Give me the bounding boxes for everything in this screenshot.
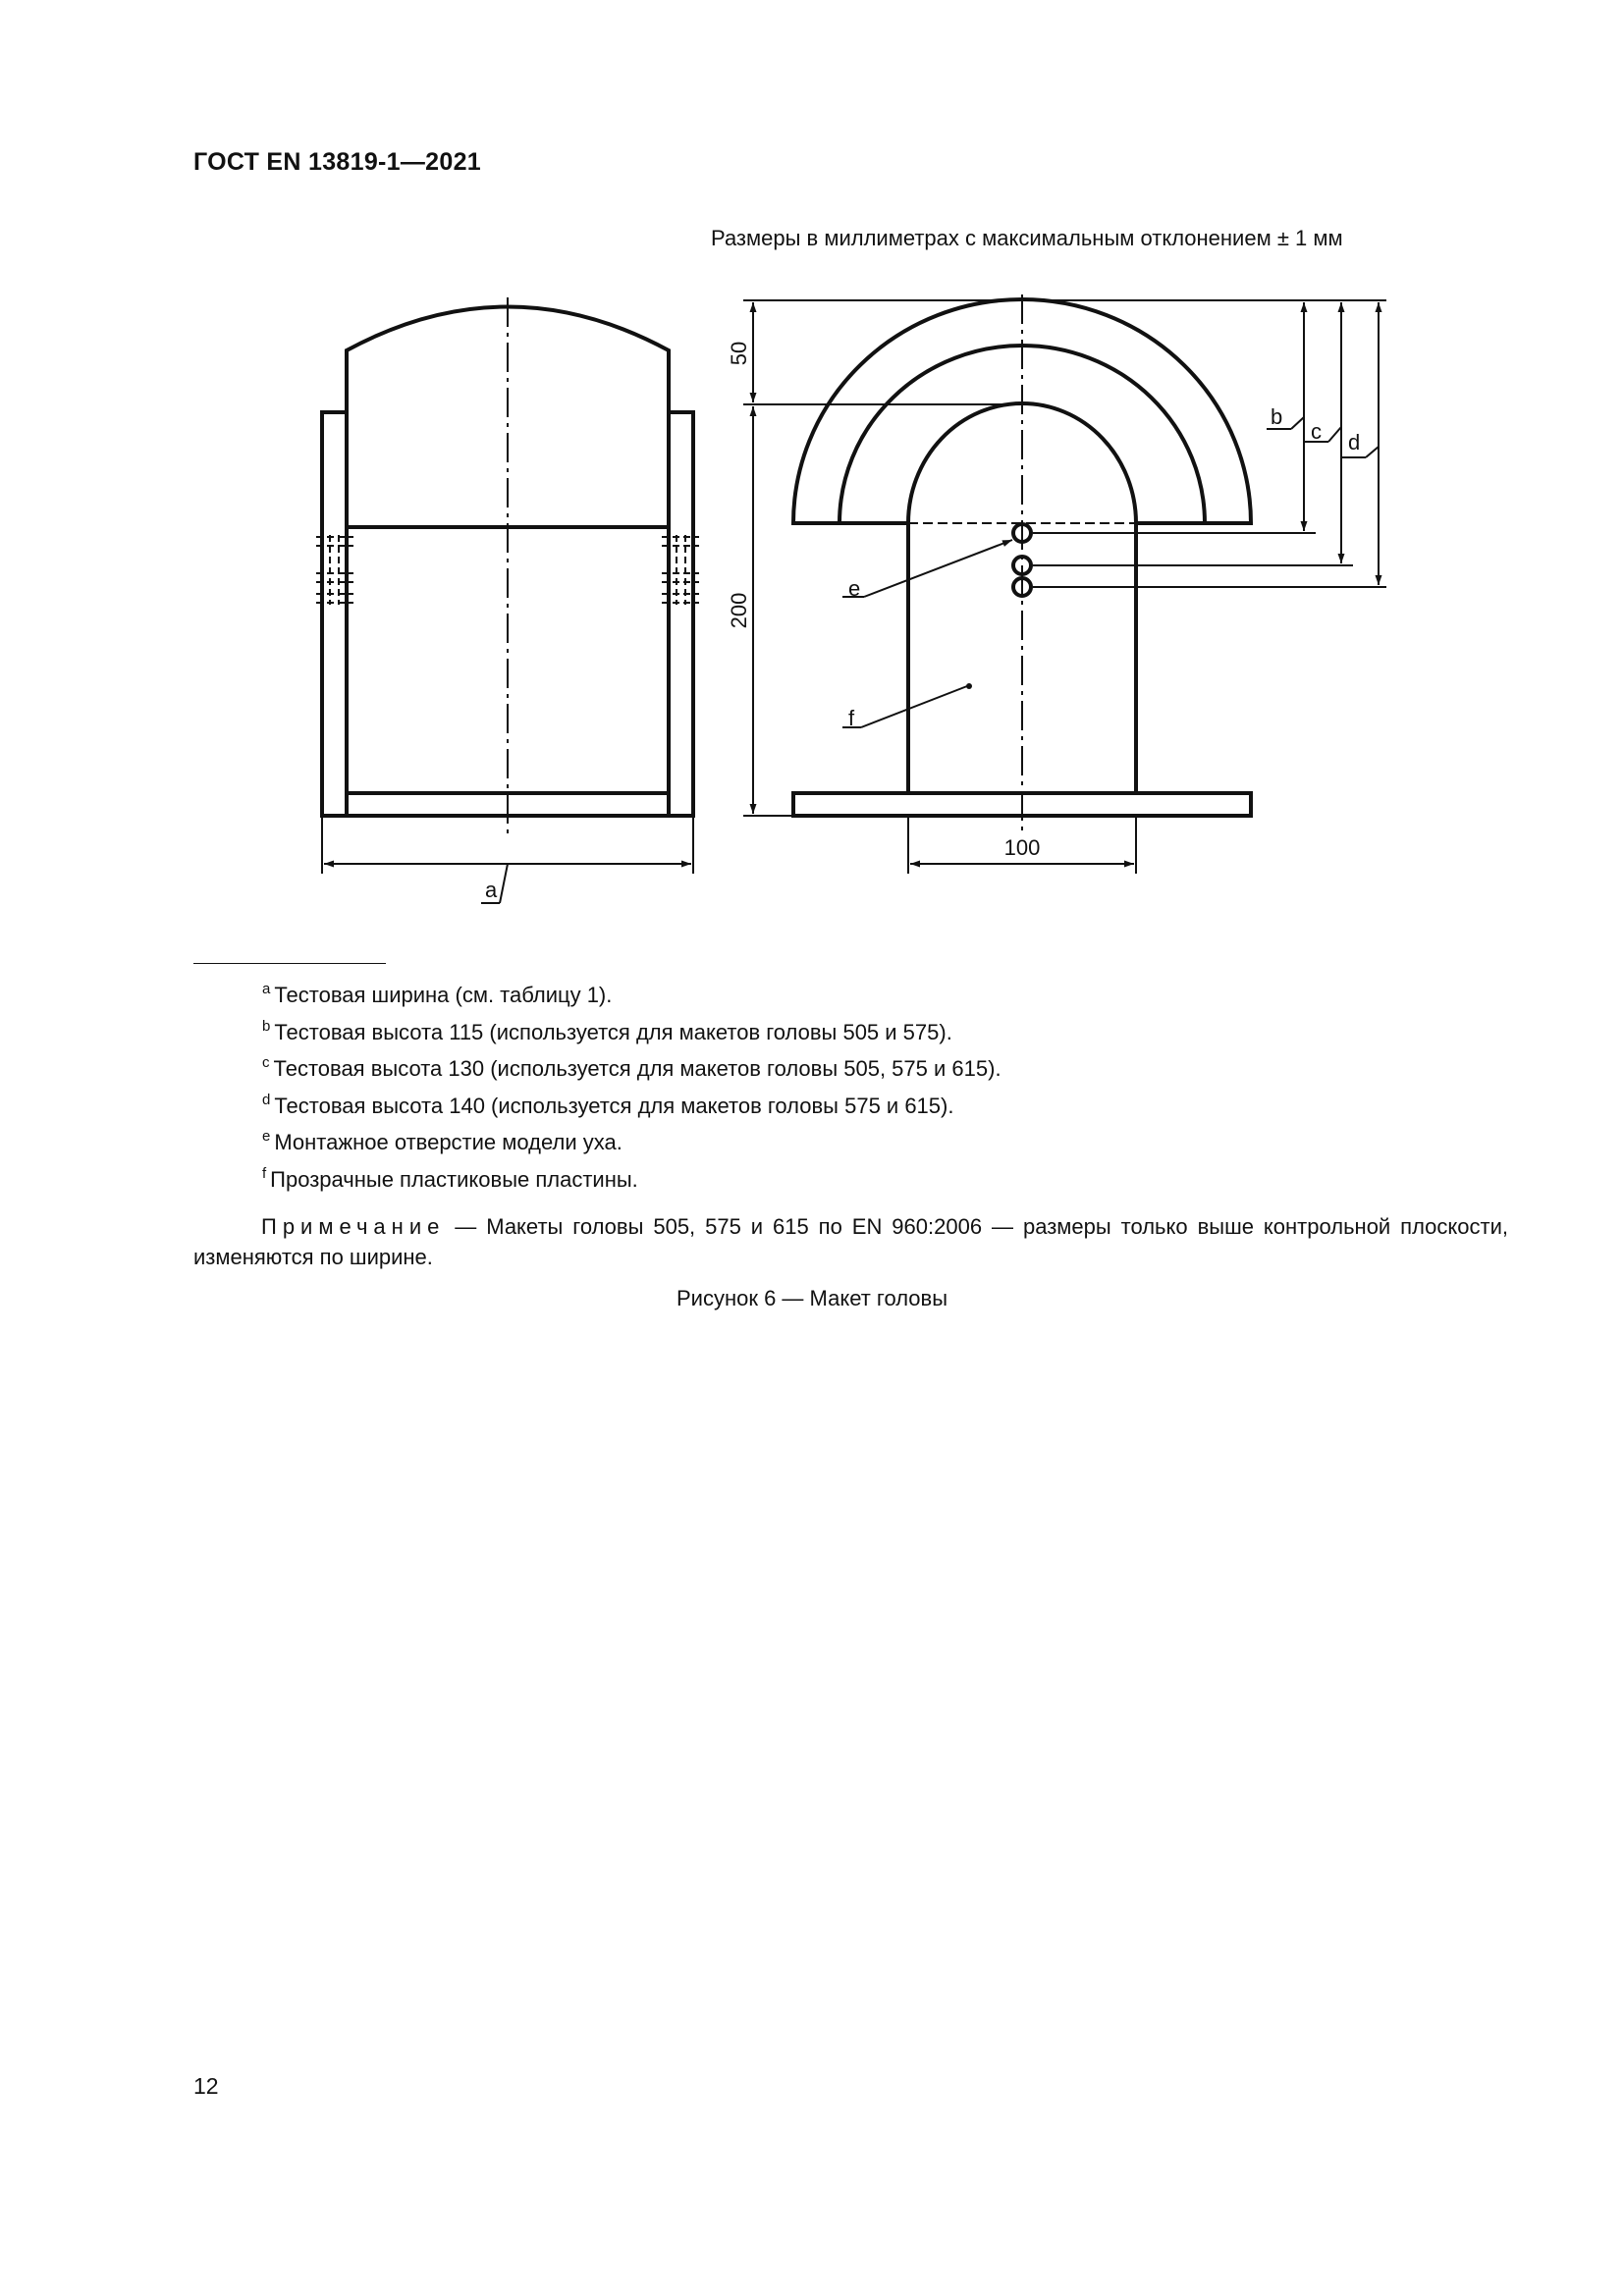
footnote-text: Монтажное отверстие модели уха. <box>274 1130 623 1154</box>
label-e: e <box>848 576 861 601</box>
footnote-mark: b <box>262 1017 271 1035</box>
head-form-drawing <box>0 0 1624 962</box>
footnote-mark: e <box>262 1128 271 1145</box>
leaders <box>842 540 1012 727</box>
note-text: — Макеты головы 505, 575 и 615 по EN 960:2006 — размеры только выше контрольной плоскости, изменяются по ширине. <box>193 1214 1508 1269</box>
leader-f-dot <box>966 683 972 689</box>
footnote-e <box>262 1122 1001 1159</box>
footnote-text: Тестовая высота 140 (используется для макетов головы 575 и 615). <box>274 1093 954 1118</box>
footnote-text: Прозрачные пластиковые пластины. <box>270 1166 638 1192</box>
label-100: 100 <box>1003 835 1041 860</box>
footnote-a <box>262 975 1001 1012</box>
note-label: Примечание <box>261 1214 446 1239</box>
note-paragraph <box>193 1211 1508 1272</box>
document-header: ГОСТ EN 13819-1—2021 <box>193 148 481 176</box>
vertical-dimensions <box>743 300 1022 816</box>
figure-caption: Рисунок 6 — Макет головы <box>676 1286 948 1310</box>
footnote-separator <box>193 963 386 964</box>
label-b: b <box>1271 404 1283 429</box>
dimension-50: 50 <box>727 341 751 366</box>
footnote-d <box>262 1086 1001 1123</box>
label-c: c <box>1311 419 1322 444</box>
footnote-mark: c <box>262 1054 270 1071</box>
dimension-200: 200 <box>727 592 751 629</box>
footnote-mark: a <box>262 981 271 997</box>
footnotes <box>262 975 1001 1196</box>
left-plate <box>322 412 347 816</box>
footnote-text: Тестовая высота 130 (используется для макетов головы 505, 575 и 615). <box>273 1056 1001 1081</box>
footnote-f <box>262 1159 1001 1197</box>
footnote-text: Тестовая высота 115 (используется для макетов головы 505 и 575). <box>274 1019 952 1044</box>
dimensions-note: Размеры в миллиметрах с максимальным отклонением ± 1 мм <box>711 226 1343 250</box>
page-number: 12 <box>193 2073 219 2099</box>
footnote-mark: d <box>262 1091 271 1108</box>
footnote-text: Тестовая ширина (см. таблицу 1). <box>274 983 613 1007</box>
height-dimensions <box>1022 300 1386 587</box>
footnote-c <box>262 1048 1001 1086</box>
footnote-mark: f <box>262 1164 267 1182</box>
label-f: f <box>848 706 855 730</box>
label-a: a <box>485 878 498 902</box>
footnote-b <box>262 1012 1001 1049</box>
label-d: d <box>1348 430 1361 454</box>
right-plate <box>669 412 693 816</box>
